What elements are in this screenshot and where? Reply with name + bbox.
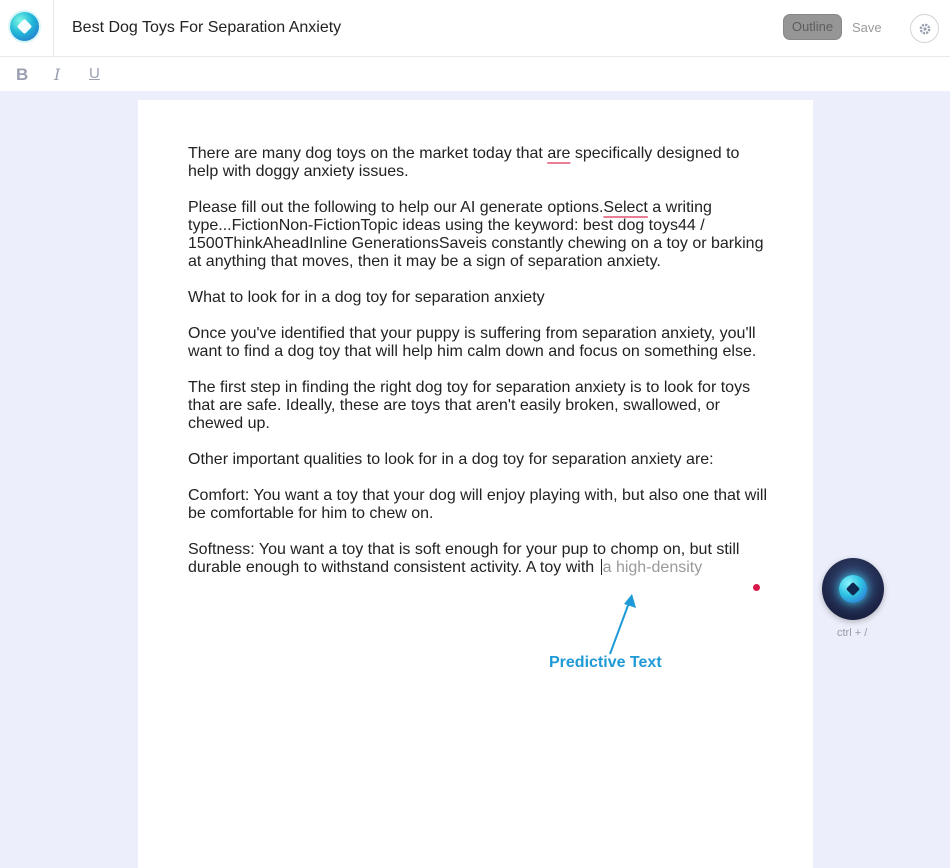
spellcheck-flag[interactable]: Select	[603, 199, 648, 216]
text-run: There are many dog toys on the market today that	[188, 145, 548, 162]
ai-assistant-button[interactable]	[822, 558, 884, 620]
document-title[interactable]: Best Dog Toys For Separation Anxiety	[72, 19, 342, 36]
outline-button[interactable]: Outline	[783, 14, 842, 40]
paragraph-5: The first step in finding the right dog toy for separation anxiety is to look for toys that are safe. Ideally, these are toys that aren't easily broken, swallowed, or chewed up.	[188, 379, 751, 432]
text-run: a writing type...FictionNon-FictionTopic ideas using the keyword: best dog toys44 / 1500ThinkAheadInline GenerationsSaveis constantly chewing on a toy or barking at anything that moves, then it may be a sign of separation anxiety.	[188, 199, 764, 270]
app-logo-icon[interactable]	[10, 12, 39, 41]
assistant-shortcut-hint: ctrl + /	[837, 627, 868, 639]
text-run: Softness: You want a toy that is soft enough for your pup to chomp on, but still durable enough to withstand consistent activity. A toy with	[188, 541, 740, 576]
text-run: specifically designed to help with doggy anxiety issues.	[188, 145, 740, 180]
underline-button[interactable]: U	[89, 65, 100, 82]
format-toolbar	[0, 57, 950, 91]
spellcheck-flag[interactable]: are	[547, 145, 571, 162]
status-dot	[753, 584, 760, 591]
ai-orb-icon	[839, 575, 867, 603]
document-page	[138, 100, 813, 868]
editor-content[interactable]	[188, 145, 768, 595]
save-button[interactable]: Save	[852, 20, 882, 35]
top-bar	[0, 0, 950, 57]
bold-button[interactable]: B	[16, 65, 29, 84]
text-caret	[601, 559, 602, 575]
paragraph-6: Other important qualities to look for in a dog toy for separation anxiety are:	[188, 451, 714, 468]
settings-button[interactable]	[910, 14, 939, 43]
predictive-text-suggestion[interactable]: a high-density	[602, 559, 703, 576]
paragraph-1	[188, 145, 768, 181]
gear-icon	[918, 22, 932, 36]
logo-cell	[0, 0, 54, 57]
paragraph-7: Comfort: You want a toy that your dog will enjoy playing with, but also one that will be comfortable for him to chew on.	[188, 487, 767, 522]
paragraph-3: What to look for in a dog toy for separation anxiety	[188, 289, 545, 306]
text-run: Please fill out the following to help our AI generate options.	[188, 199, 604, 216]
paragraph-8	[188, 541, 768, 577]
annotation-label: Predictive Text	[549, 654, 662, 671]
paragraph-2	[188, 199, 768, 271]
annotation-arrow-icon	[600, 590, 650, 660]
paragraph-4: Once you've identified that your puppy is suffering from separation anxiety, you'll want to find a dog toy that will help him calm down and focus on something else.	[188, 325, 757, 360]
italic-button[interactable]: I	[54, 65, 61, 84]
